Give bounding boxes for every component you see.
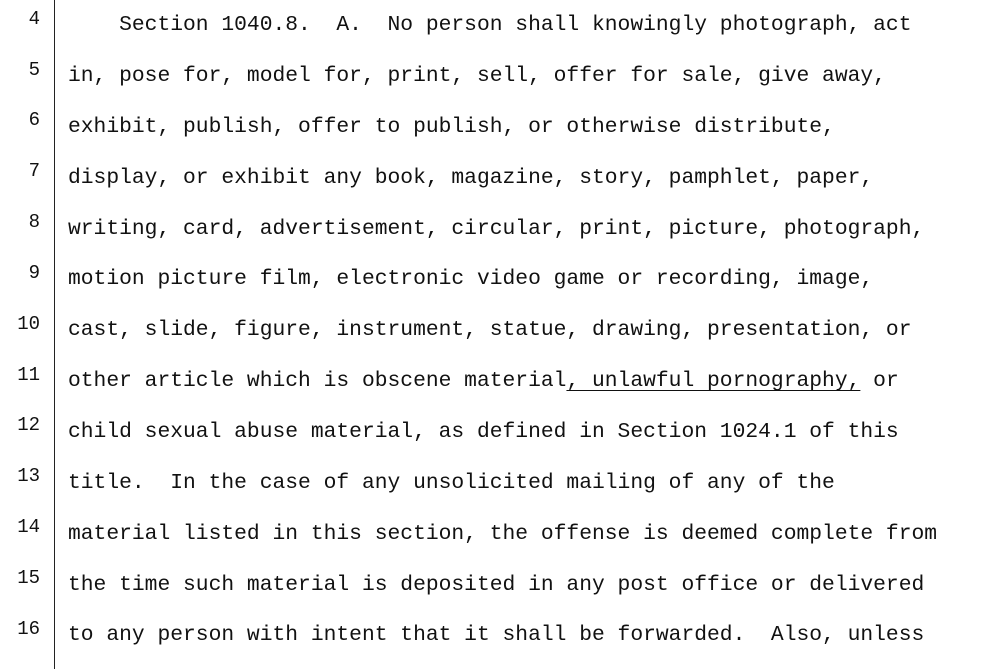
line-number: 12	[17, 414, 40, 436]
text-line: child sexual abuse material, as defined in Section 1024.1 of this	[68, 420, 899, 444]
line-number: 14	[17, 516, 40, 538]
text-line: Section 1040.8. A. No person shall knowingly photograph, act	[68, 13, 912, 37]
line-number: 8	[28, 211, 40, 233]
text-line: the time such material is deposited in any post office or delivered	[68, 573, 925, 597]
text-line-with-insertion	[68, 368, 899, 394]
line-number: 10	[17, 313, 40, 335]
line-number: 6	[28, 109, 40, 131]
text-line: exhibit, publish, offer to publish, or otherwise distribute,	[68, 115, 835, 139]
text-line: in, pose for, model for, print, sell, offer for sale, give away,	[68, 64, 886, 88]
text-line: motion picture film, electronic video game or recording, image,	[68, 267, 874, 291]
line-number: 15	[17, 567, 40, 589]
text-line: material listed in this section, the offense is deemed complete from	[68, 522, 938, 546]
text-line: writing, card, advertisement, circular, print, picture, photograph,	[68, 217, 925, 241]
line-number: 13	[17, 465, 40, 487]
line-number: 7	[28, 160, 40, 182]
text-segment: or	[860, 369, 899, 393]
text-line: cast, slide, figure, instrument, statue, drawing, presentation, or	[68, 318, 912, 342]
text-line: display, or exhibit any book, magazine, story, pamphlet, paper,	[68, 166, 874, 190]
text-line: title. In the case of any unsolicited mailing of any of the	[68, 471, 835, 495]
inserted-text-underlined: , unlawful pornography,	[566, 369, 861, 393]
line-number: 9	[28, 262, 40, 284]
left-margin-rule	[54, 0, 55, 669]
text-line: to any person with intent that it shall be forwarded. Also, unless	[68, 623, 925, 647]
line-number: 11	[17, 364, 40, 386]
line-number: 16	[17, 618, 40, 640]
text-segment: other article which is obscene material	[68, 369, 567, 393]
line-number: 5	[28, 59, 40, 81]
line-number: 4	[28, 8, 40, 30]
